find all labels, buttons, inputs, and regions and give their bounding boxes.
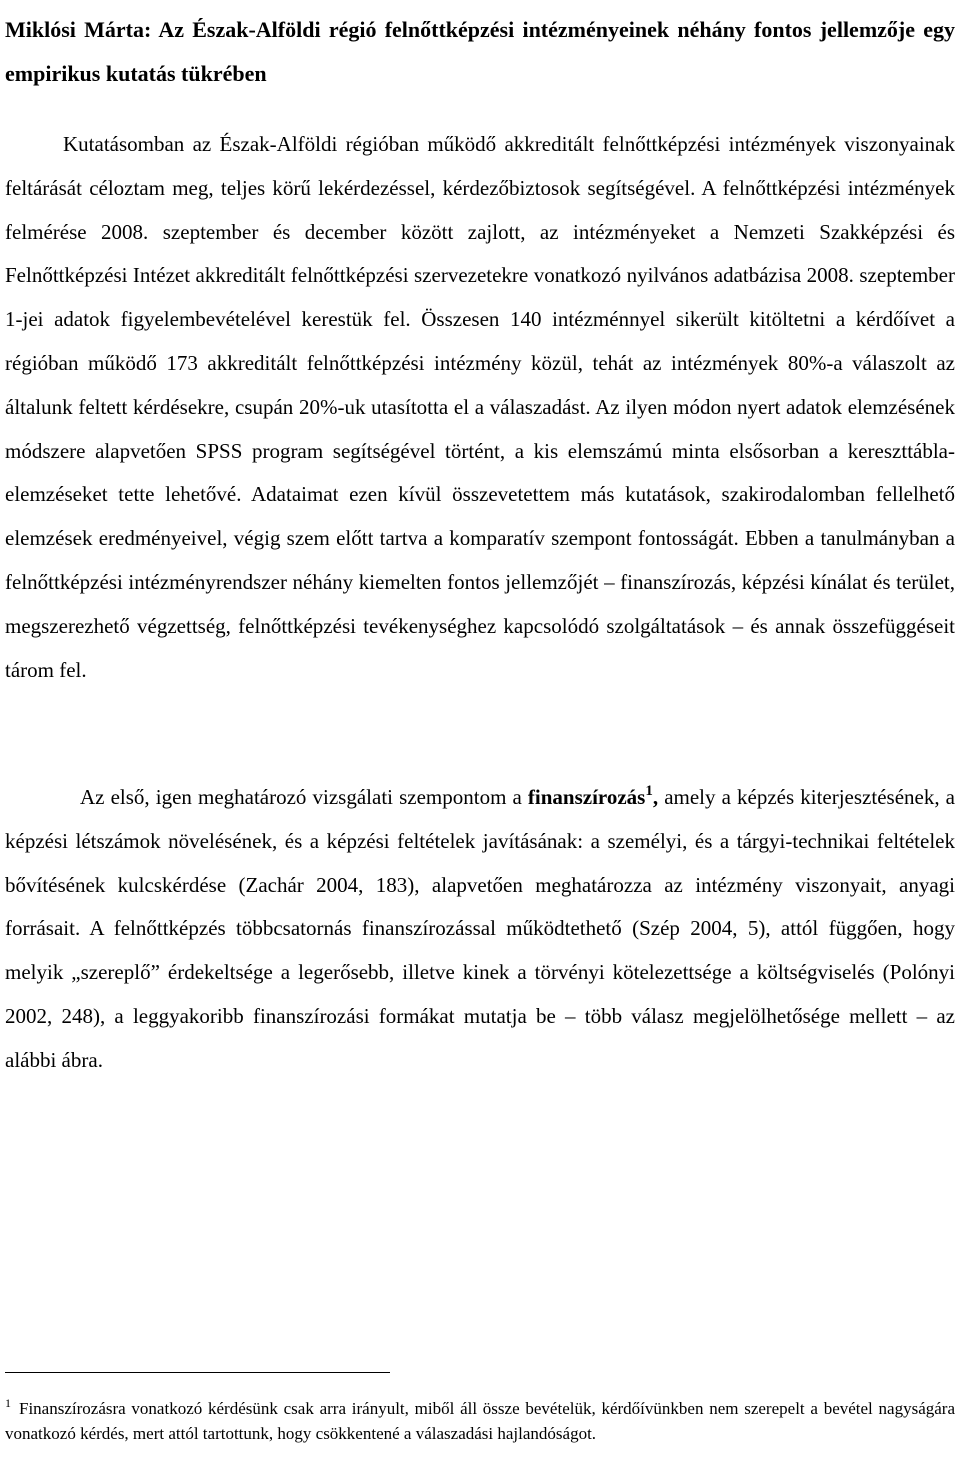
body-paragraph-financing xyxy=(5,776,955,1083)
footnote-text: Finanszírozásra vonatkozó kérdésünk csak arra irányult, miből áll össze bevételük, kérdőívünkben nem szerepelt a bevétel nagyságára vonatkozó kérdés, mert attól tartottunk, hogy csökkentené a válaszadási hajlandóságot. xyxy=(5,1399,955,1443)
bold-term-finanszirozas: finanszírozás xyxy=(527,785,646,809)
footnote xyxy=(5,1396,955,1446)
document-title: Miklósi Márta: Az Észak-Alföldi régió felnőttképzési intézményeinek néhány fontos jellemzője egy empirikus kutatás tükrében xyxy=(5,17,955,86)
paragraph-text-after: amely a képzés kiterjesztésének, a képzési létszámok növelésének, és a képzési feltételek javításának: a személyi, és a tárgyi-technikai feltételek bővítésének kulcskérdése (Zachár 2004, 183), alapvetően meghatározza az intézmény viszonyait, anyagi forrásait. A felnőttképzés többcsatornás finanszírozással működtethető (Szép 2004, 5), attól függően, hogy melyik „szereplő” érdekeltsége a legerősebb, illetve kinek a törvényi kötelezettsége a költségviselés (Polónyi 2002, 248), a leggyakoribb finanszírozási formákat mutatja be – több válasz megjelölhetősége mellett – az alábbi ábra. xyxy=(5,785,955,1072)
footnote-number: 1 xyxy=(5,1396,11,1410)
bold-comma: , xyxy=(652,785,659,809)
body-paragraph-methodology: Kutatásomban az Észak-Alföldi régióban működő akkreditált felnőttképzési intézmények viszonyainak feltárását céloztam meg, teljes körű lekérdezéssel, kérdezőbiztosok segítségével. A felnőttképzési intézmények felmérése 2008. szeptember és december között zajlott, az intézményeket a Nemzeti Szakképzési és Felnőttképzési Intézet akkreditált felnőttképzési szervezetekre vonatkozó nyilvános adatbázisa 2008. szeptember 1-jei adatok figyelembevételével kerestük fel. Összesen 140 intézménnyel sikerült kitöltetni a kérdőívet a régióban működő 173 akkreditált felnőttképzési intézmény közül, tehát az intézmények 80%-a válaszolt az általunk feltett kérdésekre, csupán 20%-uk utasította el a válaszadást. Az ilyen módon nyert adatok elemzésének módszere alapvetően SPSS program segítségével történt, a kis elemszámú minta elsősorban a kereszttábla-elemzéseket tette lehetővé. Adataimat ezen kívül összevetettem más kutatások, szakirodalomban fellelhető elemzések eredményeivel, végig szem előtt tartva a komparatív szempont fontosságát. Ebben a tanulmányban a felnőttképzési intézményrendszer néhány kiemelten fontos jellemzőjét – finanszírozás, képzési kínálat és terület, megszerezhető végzettség, felnőttképzési tevékenységhez kapcsolódó szolgáltatások – és annak összefüggéseit tárom fel. xyxy=(5,132,955,682)
footnote-separator xyxy=(5,1372,390,1373)
paragraph-text-before: Az első, igen meghatározó vizsgálati szempontom a xyxy=(80,785,528,809)
footnote-reference[interactable]: 1 xyxy=(645,783,653,799)
